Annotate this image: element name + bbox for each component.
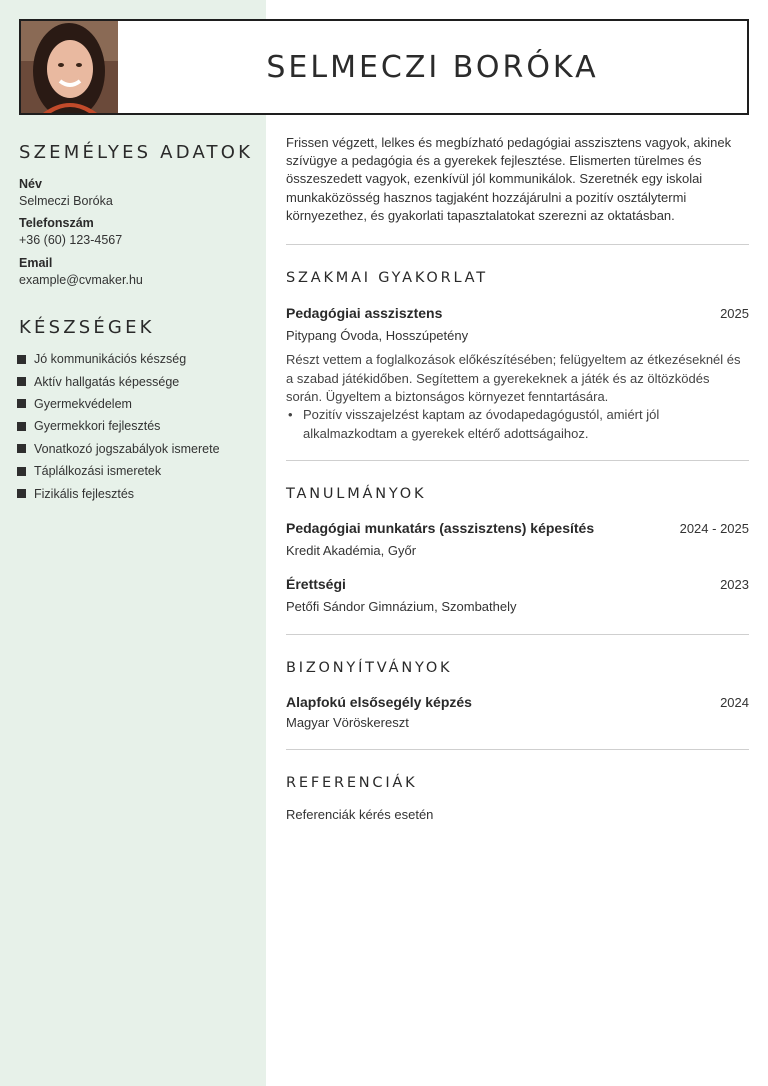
personal-name-block	[19, 176, 113, 210]
list-item: Aktív hallgatás képessége	[17, 370, 220, 392]
list-item: Fizikális fejlesztés	[17, 482, 220, 504]
name-label: Név	[19, 177, 42, 191]
list-item: Táplálkozási ismeretek	[17, 460, 220, 482]
phone-label: Telefonszám	[19, 216, 94, 230]
divider	[286, 244, 749, 245]
references-text: Referenciák kérés esetén	[286, 807, 434, 822]
skills-heading: KÉSZSÉGEK	[19, 317, 155, 338]
personal-data-heading: SZEMÉLYES ADATOK	[19, 142, 254, 163]
experience-place: Pitypang Óvoda, Hosszúpetény	[286, 328, 469, 343]
name-value: Selmeczi Boróka	[19, 194, 113, 208]
list-item: Jó kommunikációs készség	[17, 348, 220, 370]
list-item: Gyermekvédelem	[17, 393, 220, 415]
certificate-date: 2024	[720, 695, 749, 710]
experience-bullets	[286, 406, 749, 443]
square-bullet-icon	[17, 355, 26, 364]
profile-summary: Frissen végzett, lelkes és megbízható pedagógiai asszisztens vagyok, akinek szívügye a pedagógia és a gyerekek fejlesztése. Elismerten türelmes és összeszedett vagyok, ezenkívül jól kommunikálok. Szeretnék egy iskolai munkaközösség hasznos tagjaként hozzájárulni a pozitív osztálytermi környezethez, és gyakorlati tapasztalatokat szerezni az oktatásban.	[286, 135, 732, 223]
education-place: Kredit Akadémia, Győr	[286, 543, 417, 558]
experience-date: 2025	[720, 306, 749, 321]
list-item: Gyermekkori fejlesztés	[17, 415, 220, 437]
certificate-title: Alapfokú elsősegély képzés	[286, 694, 472, 710]
bullet-dot-icon: •	[288, 407, 293, 422]
education-heading: TANULMÁNYOK	[286, 486, 427, 502]
square-bullet-icon	[17, 422, 26, 431]
square-bullet-icon	[17, 467, 26, 476]
education-date: 2024 - 2025	[679, 521, 749, 536]
personal-email-block	[19, 255, 143, 289]
candidate-name: SELMECZI BORÓKA	[266, 49, 599, 85]
personal-phone-block	[19, 215, 122, 249]
square-bullet-icon	[17, 377, 26, 386]
education-place: Petőfi Sándor Gimnázium, Szombathely	[286, 599, 517, 614]
certificates-heading: BIZONYÍTVÁNYOK	[286, 660, 453, 676]
list-item: Vonatkozó jogszabályok ismerete	[17, 438, 220, 460]
experience-title: Pedagógiai asszisztens	[286, 305, 443, 321]
education-date: 2023	[720, 577, 749, 592]
experience-heading: SZAKMAI GYAKORLAT	[286, 270, 488, 286]
divider	[286, 749, 749, 750]
profile-photo	[21, 21, 118, 113]
email-label: Email	[19, 256, 53, 270]
references-heading: REFERENCIÁK	[286, 775, 418, 791]
divider	[286, 634, 749, 635]
header-box	[19, 19, 749, 115]
certificate-issuer: Magyar Vöröskereszt	[286, 715, 409, 730]
email-value: example@cvmaker.hu	[19, 273, 143, 287]
divider	[286, 460, 749, 461]
square-bullet-icon	[17, 489, 26, 498]
experience-description: Részt vettem a foglalkozások előkészítésében; felügyeltem az étkezéseknél és a szabad játékidőben. Segítettem a gyerekeknek a játék és az öltözködés során. Ügyeltem a biztonságos környezet fenntartására.	[286, 352, 741, 404]
phone-value: +36 (60) 123-4567	[19, 233, 123, 247]
square-bullet-icon	[17, 444, 26, 453]
skills-list	[17, 348, 220, 505]
list-item: • Pozitív visszajelzést kaptam az óvodapedagógustól, amiért jól alkalmazkodtam a gyerekek eltérő adottságaihoz.	[288, 407, 660, 441]
education-title: Érettségi	[286, 576, 346, 592]
square-bullet-icon	[17, 399, 26, 408]
education-title: Pedagógiai munkatárs (asszisztens) képesítés	[286, 520, 595, 536]
